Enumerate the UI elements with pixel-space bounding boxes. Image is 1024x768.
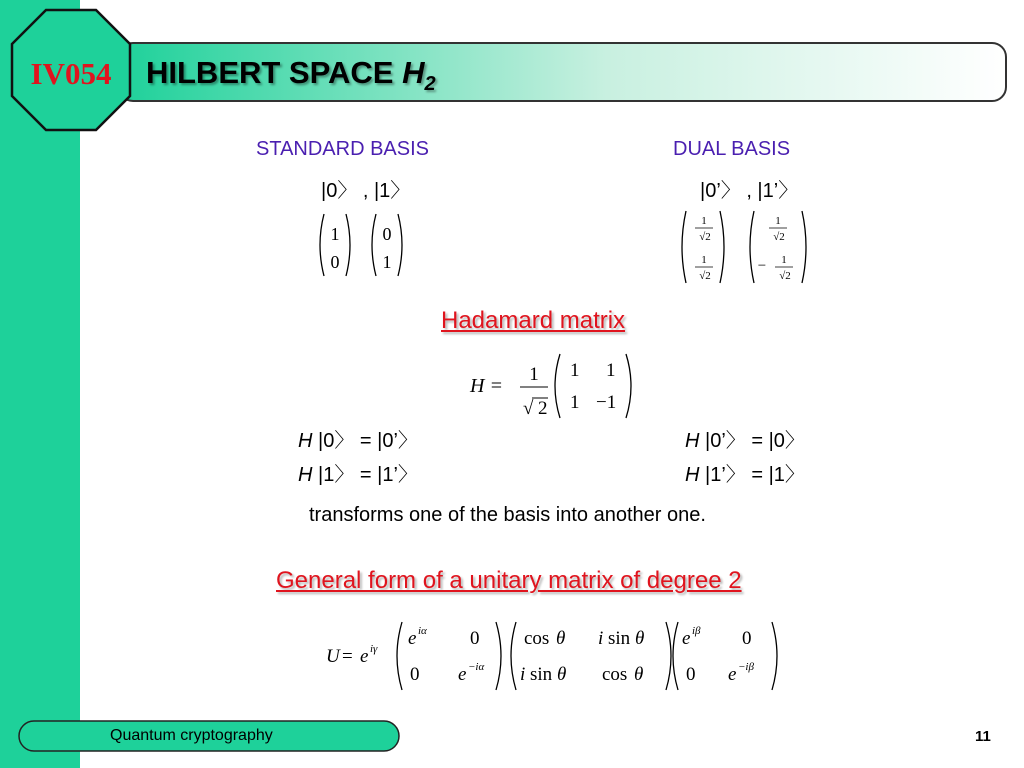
vector2-bottom: 1 xyxy=(382,252,392,272)
svg-text:−: − xyxy=(757,258,767,274)
vector2-top: 0 xyxy=(382,224,392,244)
logo-text: IV054 xyxy=(30,56,112,91)
vector1-top: 1 xyxy=(330,224,340,244)
dual-basis-heading: DUAL BASIS xyxy=(673,138,791,160)
svg-text:θ: θ xyxy=(635,628,645,649)
svg-text:0: 0 xyxy=(686,664,696,685)
unitary-formula xyxy=(324,618,784,694)
svg-text:e: e xyxy=(458,664,467,685)
svg-text:θ: θ xyxy=(557,664,567,685)
svg-text:cos: cos xyxy=(602,664,628,685)
svg-text:i: i xyxy=(520,664,526,685)
svg-text:√2: √2 xyxy=(773,231,785,243)
svg-text:1: 1 xyxy=(781,254,787,266)
dual-basis-vectors xyxy=(676,207,810,287)
transform-h1-dual: H |1’〉 = |1〉 xyxy=(685,464,805,486)
svg-text:sin: sin xyxy=(608,628,631,649)
footer-title: Quantum cryptography xyxy=(110,727,273,744)
svg-text:e: e xyxy=(728,664,737,685)
transform-h1: H |1〉 = |1’〉 xyxy=(298,464,418,486)
page-title: HILBERT SPACE $H_2$ xyxy=(146,55,436,96)
vector1-bottom: 0 xyxy=(330,252,340,272)
svg-text:U: U xyxy=(326,646,340,667)
hadamard-entry-21: 1 xyxy=(570,392,580,413)
transform-h0: H |0〉 = |0’〉 xyxy=(298,430,418,452)
standard-basis-heading: STANDARD BASIS xyxy=(256,138,429,160)
svg-text:θ: θ xyxy=(634,664,644,685)
hadamard-heading: Hadamard matrix xyxy=(441,307,626,334)
svg-text:iβ: iβ xyxy=(692,625,701,637)
transform-description: transforms one of the basis into another one. xyxy=(309,504,706,526)
svg-text:1: 1 xyxy=(701,254,707,266)
standard-basis-vectors xyxy=(314,208,408,282)
svg-text:0: 0 xyxy=(410,664,420,685)
svg-text:i: i xyxy=(598,628,604,649)
svg-text:1: 1 xyxy=(701,215,707,227)
svg-text:√2: √2 xyxy=(699,231,711,243)
svg-text:0: 0 xyxy=(742,628,752,649)
svg-text:−iα: −iα xyxy=(468,661,485,673)
svg-text:√2: √2 xyxy=(699,270,711,282)
dual-basis-kets: |0’〉 , |1’〉 xyxy=(700,180,799,202)
svg-text:e: e xyxy=(360,646,369,667)
hadamard-entry-11: 1 xyxy=(570,360,580,381)
svg-text:=: = xyxy=(342,646,353,667)
svg-text:0: 0 xyxy=(470,628,480,649)
standard-basis-kets: |0〉 , |1〉 xyxy=(321,180,411,202)
unitary-heading: General form of a unitary matrix of degree 2 xyxy=(276,567,742,594)
hadamard-lhs: H = xyxy=(470,375,503,397)
hadamard-denominator: 2 xyxy=(538,398,548,419)
logo-octagon xyxy=(10,8,132,132)
hadamard-numerator: 1 xyxy=(529,364,539,385)
svg-text:e: e xyxy=(682,628,691,649)
svg-text:iα: iα xyxy=(418,625,427,637)
svg-text:−iβ: −iβ xyxy=(738,661,754,673)
svg-text:√: √ xyxy=(523,398,534,419)
svg-text:θ: θ xyxy=(556,628,566,649)
hadamard-entry-22: −1 xyxy=(596,392,617,413)
page-number: 11 xyxy=(975,728,991,745)
svg-text:sin: sin xyxy=(530,664,553,685)
hadamard-matrix xyxy=(466,350,642,426)
svg-text:√2: √2 xyxy=(779,270,791,282)
hadamard-entry-12: 1 xyxy=(606,360,616,381)
svg-text:1: 1 xyxy=(775,215,781,227)
svg-text:cos: cos xyxy=(524,628,550,649)
transform-h0-dual: H |0’〉 = |0〉 xyxy=(685,430,805,452)
svg-text:e: e xyxy=(408,628,417,649)
svg-text:iγ: iγ xyxy=(370,643,378,655)
